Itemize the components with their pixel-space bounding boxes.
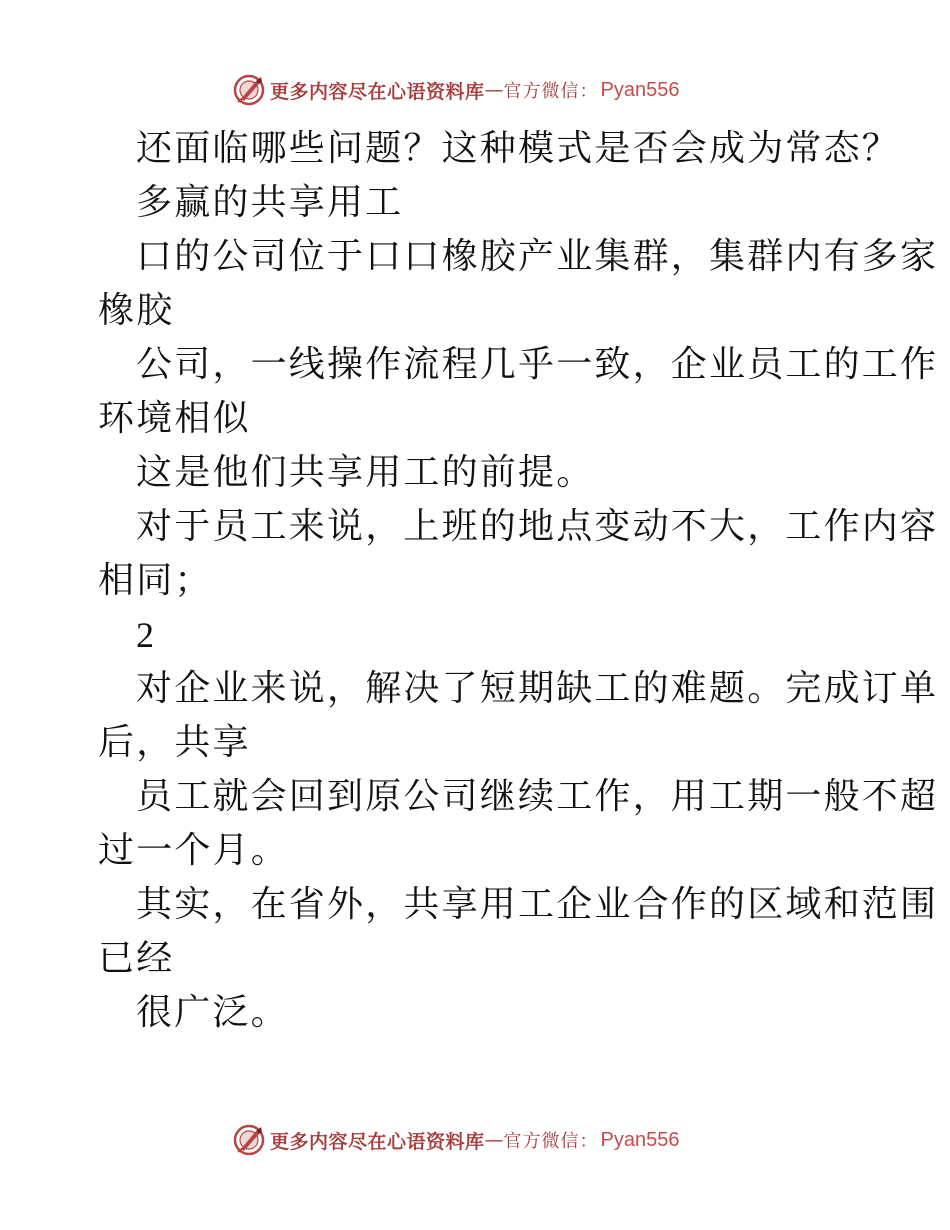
footer-wechat-label: 官方微信： [503, 1131, 599, 1152]
body-line-6: 环境相似 [98, 398, 251, 439]
body-line-16: 已经 [98, 938, 175, 979]
body-line-8: 对于员工来说，上班的地点变动不大，工作内容 [136, 506, 939, 547]
body-line-12: 后，共享 [98, 722, 251, 763]
body-line-7: 这是他们共享用工的前提。 [136, 452, 595, 493]
header-banner [232, 70, 732, 110]
body-line-15: 其实，在省外，共享用工企业合作的区域和范围 [136, 884, 939, 925]
body-line-5: 公司，一线操作流程几乎一致，企业员工的工作 [136, 344, 939, 385]
body-line-11: 对企业来说，解决了短期缺工的难题。完成订单 [136, 668, 939, 709]
quill-pen-logo-icon [232, 1123, 266, 1157]
body-line-9: 相同； [98, 560, 213, 601]
footer-wechat-id: Pyan556 [600, 1128, 680, 1151]
body-line-2: 多赢的共享用工 [136, 182, 404, 223]
header-brand-text: 更多内容尽在心语资料库 [270, 80, 485, 103]
body-line-17: 很广泛。 [136, 992, 289, 1033]
header-wechat-id: Pyan556 [600, 78, 680, 101]
header-wechat-label: 官方微信： [503, 81, 599, 102]
body-line-14: 过一个月。 [98, 830, 290, 871]
body-line-4: 橡胶 [98, 290, 175, 331]
body-line-1: 还面临哪些问题？这种模式是否会成为常态？ [136, 128, 901, 169]
body-line-3: 口的公司位于口口橡胶产业集群，集群内有多家 [136, 236, 939, 277]
footer-brand-text: 更多内容尽在心语资料库 [270, 1130, 485, 1153]
quill-pen-logo-icon [232, 73, 266, 107]
page-number-text: 2 [136, 615, 157, 655]
body-text [98, 122, 939, 1040]
header-dash: — [484, 79, 504, 101]
body-line-13: 员工就会回到原公司继续工作，用工期一般不超 [136, 776, 939, 817]
footer-dash: — [484, 1129, 504, 1151]
footer-banner [232, 1120, 732, 1160]
